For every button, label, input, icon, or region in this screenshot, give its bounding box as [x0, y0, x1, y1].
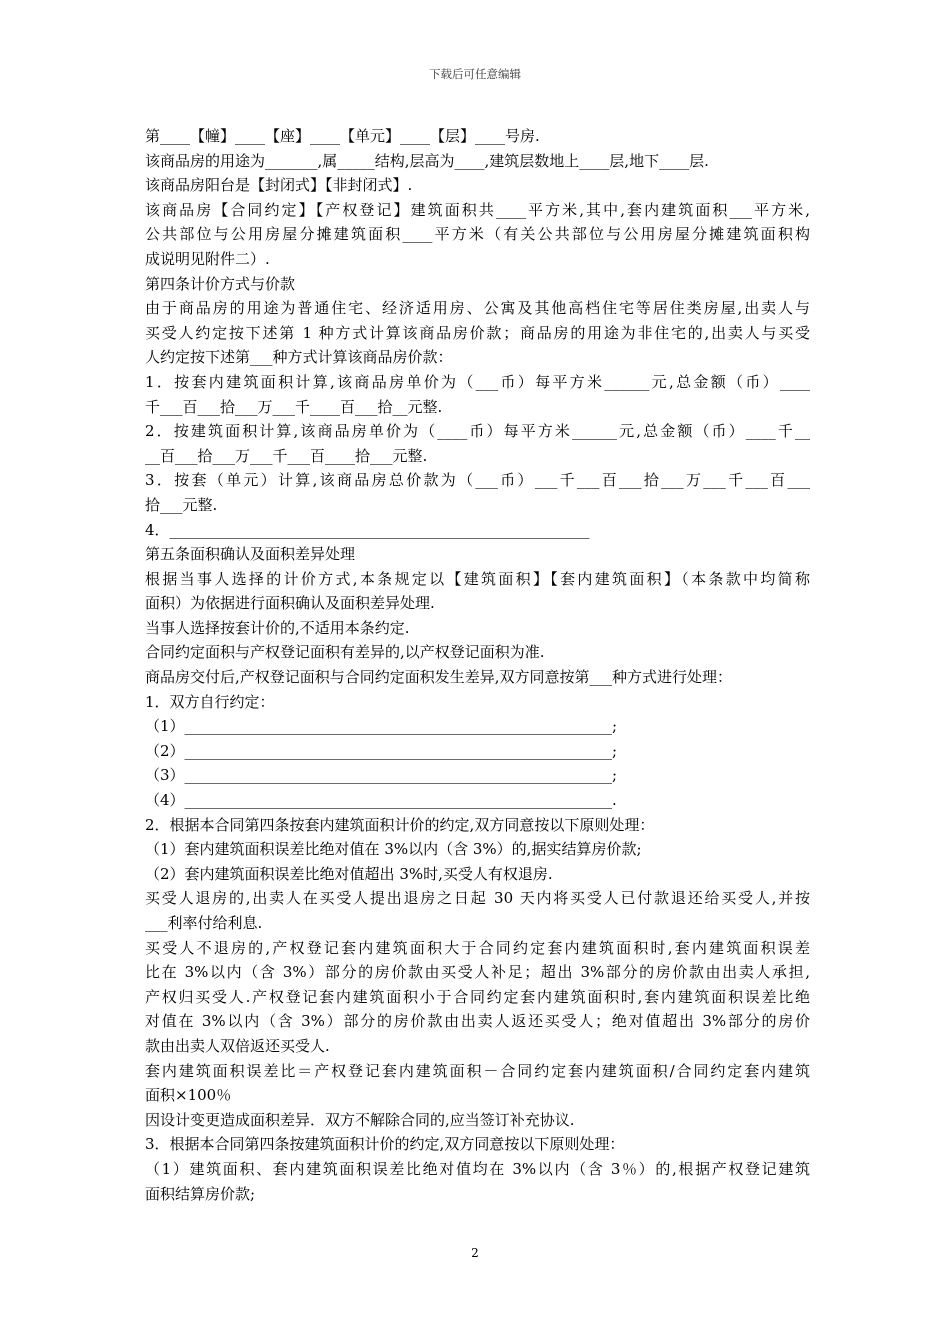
text-line: 套内建筑面积误差比＝产权登记套内建筑面积－合同约定套内建筑面积/合同约定套内建筑 — [145, 1061, 810, 1080]
text-line: （1）套内建筑面积误差比绝对值在 3%以内（含 3%）的,据实结算房价款; — [145, 840, 642, 859]
text-line: 由于商品房的用途为普通住宅、经济适用房、公寓及其他高档住宅等居住类房屋,出卖人与 — [145, 299, 810, 318]
text-line: ___利率付给利息. — [145, 914, 263, 932]
text-line: 3．根据本合同第四条按建筑面积计价的约定,双方同意按以下原则处理： — [145, 1135, 625, 1154]
text-line: （2）_________________________________________________________; — [145, 741, 618, 760]
text-line: __百___拾___万___千___百____拾___元整. — [145, 446, 428, 465]
document-body — [145, 124, 810, 1206]
text-line: （1）_________________________________________________________; — [145, 717, 618, 736]
text-line: 1．按套内建筑面积计算,该商品房单价为（___币）每平方米______元,总金额（币）____ — [145, 372, 810, 391]
text-line: 因设计变更造成面积差异．双方不解除合同的,应当签订补充协议. — [145, 1110, 575, 1129]
text-line: 该商品房阳台是【封闭式】【非封闭式】. — [145, 176, 413, 195]
text-line: （3）_________________________________________________________; — [145, 766, 618, 785]
text-line: 买受人不退房的,产权登记套内建筑面积大于合同约定套内建筑面积时,套内建筑面积误差 — [145, 938, 810, 957]
text-line: 款由出卖人双倍返还买受人. — [145, 1036, 330, 1055]
text-line: （2）套内建筑面积误差比绝对值超出 3%时,买受人有权退房. — [145, 864, 553, 883]
text-line: 人约定按下述第___种方式计算该商品房价款： — [145, 348, 453, 367]
text-line: 对值在 3%以内（含 3%）部分的房价款由出卖人返还买受人；绝对值超出 3%部分的房价 — [145, 1012, 810, 1031]
text-line: 第四条计价方式与价款 — [145, 274, 296, 293]
text-line: 面积结算房价款; — [145, 1184, 256, 1203]
text-line: 3．按套（单元）计算,该商品房总价款为（___币）___千___百___拾___万___千___百___ — [145, 471, 810, 490]
text-line: 面积×100％ — [145, 1086, 232, 1105]
text-line: 4．________________________________________________________ — [145, 520, 590, 539]
text-line: 2．按建筑面积计算,该商品房单价为（____币）每平方米______元,总金额（币）____千__ — [145, 422, 810, 441]
page-number: 2 — [471, 1246, 479, 1260]
text-line: 成说明见附件二）. — [145, 249, 270, 268]
text-line: 产权归买受人.产权登记套内建筑面积小于合同约定套内建筑面积时,套内建筑面积误差比绝 — [145, 987, 810, 1006]
text-line: 买受人约定按下述第 1 种方式计算该商品房价款；商品房的用途为非住宅的,出卖人与买受 — [145, 323, 810, 342]
text-line: 2．根据本合同第四条按套内建筑面积计价的约定,双方同意按以下原则处理： — [145, 815, 655, 834]
text-line: 该商品房的用途为_______,属_____结构,层高为____,建筑层数地上____层,地下____层. — [145, 151, 709, 170]
text-line: 千___百___拾___万___千____百___拾__元整. — [145, 397, 443, 416]
page-header: 下载后可任意编辑 — [429, 67, 521, 81]
text-line: 合同约定面积与产权登记面积有差异的,以产权登记面积为准. — [145, 643, 545, 662]
text-line: 比在 3%以内（含 3%）部分的房价款由买受人补足；超出 3%部分的房价款由出卖人承担, — [145, 963, 810, 982]
text-line: 公共部位与公用房屋分摊建筑面积____平方米（有关公共部位与公用房屋分摊建筑面积构 — [145, 225, 810, 244]
text-line: 商品房交付后,产权登记面积与合同约定面积发生差异,双方同意按第___种方式进行处理： — [145, 668, 733, 687]
text-line: 面积）为依据进行面积确认及面积差异处理. — [145, 594, 435, 613]
text-line: （1）建筑面积、套内建筑面积误差比绝对值均在 3%以内（含 3％）的,根据产权登记建筑 — [145, 1159, 810, 1178]
text-line: 第____【幢】____【座】____【单元】____【层】____号房. — [145, 127, 540, 145]
text-line: 该商品房【合同约定】【产权登记】建筑面积共____平方米,其中,套内建筑面积___平方米, — [145, 200, 810, 219]
text-line: 拾___元整. — [145, 495, 218, 514]
text-line: （4）_________________________________________________________. — [145, 791, 617, 810]
text-line: 1．双方自行约定： — [145, 692, 275, 711]
text-line: 根据当事人选择的计价方式,本条规定以【建筑面积】【套内建筑面积】（本条款中均简称 — [145, 569, 810, 588]
text-line: 买受人退房的,出卖人在买受人提出退房之日起 30 天内将买受人已付款退还给买受人,并按 — [145, 889, 810, 908]
text-line: 第五条面积确认及面积差异处理 — [145, 545, 356, 564]
text-line: 当事人选择按套计价的,不适用本条约定. — [145, 618, 410, 637]
